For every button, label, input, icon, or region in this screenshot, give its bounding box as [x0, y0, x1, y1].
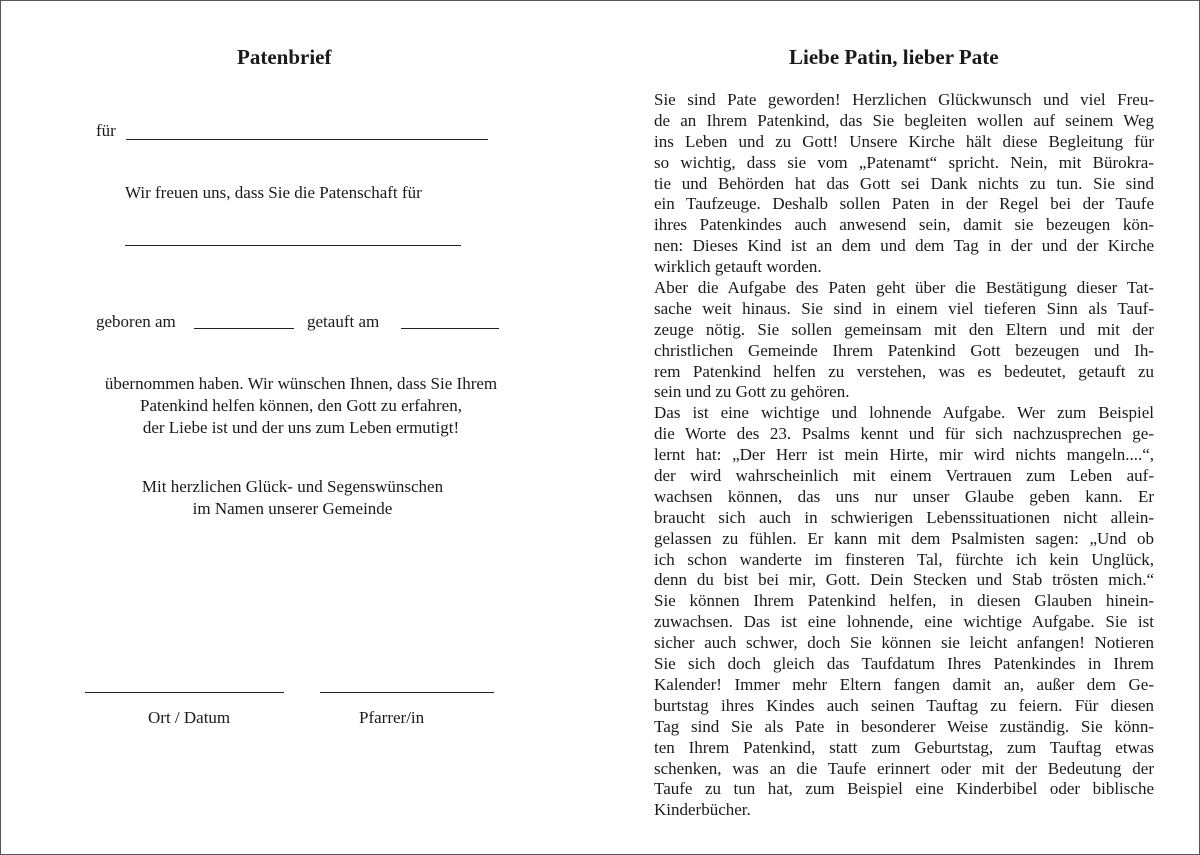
wish-text — [1, 373, 601, 439]
letter-line: der wird wahrscheinlich mit einem Vertrauen zum Leben auf- — [654, 466, 1154, 486]
letter-line: Sie sind Pate geworden! Herzlichen Glückwunsch und viel Freu- — [654, 90, 1154, 109]
letter-line: Taufe zu tun hat, zum Beispiel eine Kinderbibel oder biblische — [654, 779, 1154, 799]
baptism-date-line — [401, 328, 499, 329]
letter-line: wirklich getauft worden. — [654, 257, 822, 277]
letter-line: ihres Patenkindes auch anwesend sein, damit sie bezeugen kön- — [654, 215, 1154, 235]
letter-line: wachsen können, das uns nur unser Glaube geben kann. Er — [654, 486, 1154, 506]
letter-line: Kalender! Immer mehr Eltern fangen damit an, außer dem Ge- — [654, 674, 1154, 694]
intro-text: Wir freuen uns, dass Sie die Patenschaft für — [125, 183, 422, 202]
wish-line: der Liebe ist und der uns zum Leben ermutigt! — [142, 418, 460, 437]
letter-line: gelassen zu fühlen. Er kann mit dem Psalmisten sagen: „Und ob — [654, 528, 1154, 548]
name-line — [126, 139, 488, 140]
letter-line: zeuge nötig. Sie sollen gemeinsam mit den Eltern und mit der — [654, 319, 1154, 339]
greeting-line: im Namen unserer Gemeinde — [192, 499, 393, 518]
left-page — [1, 1, 601, 854]
greeting-text — [1, 476, 584, 520]
letter-line: Sie sich doch gleich das Taufdatum Ihres Patenkindes in Ihrem — [654, 654, 1154, 674]
letter-line: de an Ihrem Patenkind, das Sie begleiten wollen auf seinem Weg — [654, 110, 1154, 130]
fuer-label: für — [96, 121, 116, 140]
letter-line: denn du bist bei mir, Gott. Dein Stecken und Stab trösten mich.“ — [654, 570, 1154, 590]
letter-line: christlichen Gemeinde Ihrem Patenkind Gott bezeugen und Ih- — [654, 340, 1154, 360]
letter-line: braucht sich auch in schwierigen Lebenssituationen nicht allein- — [654, 507, 1154, 527]
letter-line: Tag sind Sie als Pate in besonderer Weise zuständig. Sie könn- — [654, 716, 1154, 736]
letter-line: zuwachsen. Das ist eine lohnende, eine wichtige Aufgabe. Sie ist — [654, 612, 1154, 632]
wish-line: übernommen haben. Wir wünschen Ihnen, dass Sie Ihrem — [104, 374, 498, 393]
ort-datum-line — [85, 692, 284, 693]
greeting-line: Mit herzlichen Glück- und Segenswünschen — [141, 477, 444, 496]
letter-line: Sie können Ihrem Patenkind helfen, in diesen Glauben hinein- — [654, 591, 1154, 611]
birth-date-line — [194, 328, 294, 329]
letter-body — [654, 90, 1154, 821]
letter-line: ein Taufzeuge. Deshalb sollen Paten in der Regel bei der Taufe — [654, 194, 1154, 214]
pfarrer-label: Pfarrer/in — [359, 708, 425, 727]
letter-title: Liebe Patin, lieber Pate — [789, 45, 999, 69]
ort-datum-label: Ort / Datum — [148, 708, 231, 727]
letter-line: tie und Behörden hat das Gott sei Dank nichts zu tun. Sie sind — [654, 173, 1154, 193]
pfarrer-signature-line — [320, 692, 494, 693]
letter-line: burtstag ihres Kindes auch seinen Tauftag zu feiern. Für diesen — [654, 695, 1154, 715]
geboren-label: geboren am — [96, 312, 176, 331]
letter-line: die Worte des 23. Psalms kennt und für sich nachzusprechen ge- — [654, 424, 1154, 444]
letter-line: ich schon wanderte im finsteren Tal, fürchte ich kein Unglück, — [654, 549, 1154, 569]
letter-line: lernt hat: „Der Herr ist mein Hirte, mir wird nichts mangeln....“, — [654, 445, 1154, 465]
patenbrief-title: Patenbrief — [237, 45, 332, 69]
letter-line: Das ist eine wichtige und lohnende Aufgabe. Wer zum Beispiel — [654, 403, 1154, 423]
wish-line: Patenkind helfen können, den Gott zu erfahren, — [140, 396, 462, 415]
letter-line: Aber die Aufgabe des Paten geht über die Bestätigung dieser Tat- — [654, 278, 1154, 298]
letter-line: so wichtig, dass sie vom „Patenamt“ spricht. Nein, mit Bürokra- — [654, 152, 1154, 172]
letter-line: Kinderbücher. — [654, 800, 751, 820]
letter-line: ten Ihrem Patenkind, statt zum Geburtstag, zum Tauftag etwas — [654, 737, 1154, 757]
letter-line: rem Patenkind helfen zu verstehen, was es bedeutet, getauft zu — [654, 361, 1154, 381]
letter-line: sache weit hinaus. Sie sind in einem viel tieferen Sinn als Tauf- — [654, 298, 1154, 318]
letter-line: nen: Dieses Kind ist an dem und dem Tag in der und der Kirche — [654, 236, 1154, 256]
letter-line: sein und zu Gott zu gehören. — [654, 382, 850, 402]
letter-line: schenken, was an die Taufe erinnert oder mit der Bedeutung der — [654, 758, 1154, 778]
child-name-line — [125, 245, 461, 246]
letter-line: sicher auch schwer, doch Sie können sie leicht anfangen! Notieren — [654, 633, 1154, 653]
getauft-label: getauft am — [307, 312, 380, 331]
letter-line: ins Leben und zu Gott! Unsere Kirche hält diese Begleitung für — [654, 131, 1154, 151]
